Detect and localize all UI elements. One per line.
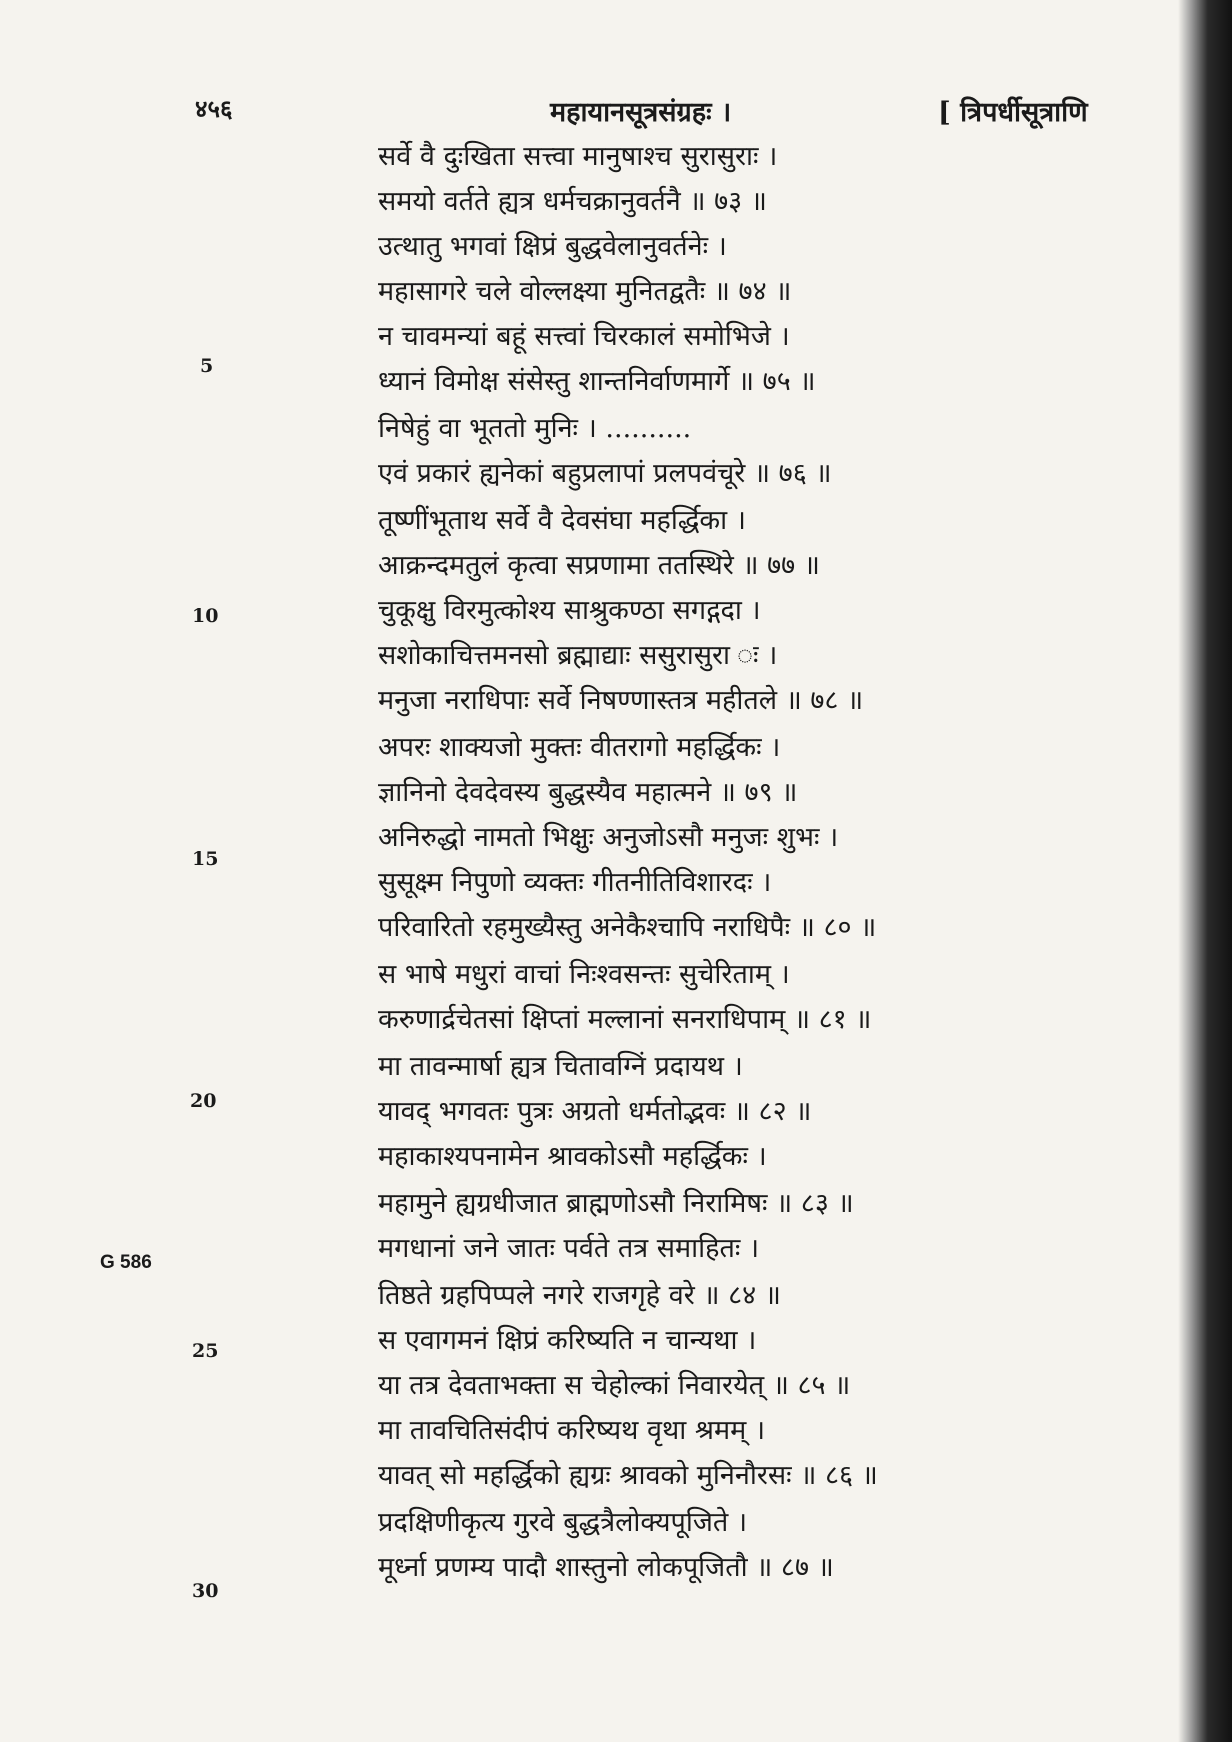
verse-line: मूर्ध्ना प्रणम्य पादौ शास्तुनो लोकपूजितौ ॥ ८७ ॥ xyxy=(378,1552,834,1583)
line-number: 15 xyxy=(192,848,219,870)
verse-line: न चावमन्यां बहूं सत्त्वां चिरकालं समोभिजे । xyxy=(378,321,790,352)
line-number: 10 xyxy=(192,605,219,627)
verse-line: समयो वर्तते ह्यत्र धर्मचक्रानुवर्तनै ॥ ७३ ॥ xyxy=(378,186,767,217)
verse-line: सुसूक्ष्म निपुणो व्यक्तः गीतनीतिविशारदः । xyxy=(378,867,772,898)
verse-line: महासागरे चले वोल्लक्ष्या मुनितद्वतैः ॥ ७४ ॥ xyxy=(378,276,792,307)
page-number: ४५६ xyxy=(195,94,233,123)
verse-line: सशोकाचित्तमनसो ब्रह्माद्याः ससुरासुरा ः । xyxy=(378,640,778,671)
verse-line: अपरः शाक्यजो मुक्तः वीतरागो महर्द्धिकः । xyxy=(378,732,781,763)
verse-line: करुणार्द्रचेतसां क्षिप्तां मल्लानां सनराधिपाम् ॥ ८१ ॥ xyxy=(378,1004,872,1035)
line-number: 5 xyxy=(200,355,214,377)
verse-line: चुकूक्षु विरमुत्कोश्य साश्रुकण्ठा सगद्गदा । xyxy=(378,595,761,626)
verse-line: स एवागमनं क्षिप्रं करिष्यति न चान्यथा । xyxy=(378,1325,757,1356)
verse-line: मगधानां जने जातः पर्वते तत्र समाहितः । xyxy=(378,1233,760,1264)
verse-line: तिष्ठते ग्रहपिप्पले नगरे राजगृहे वरे ॥ ८४ ॥ xyxy=(378,1280,781,1311)
book-binding-shadow xyxy=(1178,0,1232,1742)
verse-line: या तत्र देवताभक्ता स चेहोल्कां निवारयेत् ॥ ८५ ॥ xyxy=(378,1370,851,1401)
verse-line: निषेहुं वा भूततो मुनिः । .......... xyxy=(378,413,692,444)
verse-line: महाकाश्यपनामेन श्रावकोऽसौ महर्द्धिकः । xyxy=(378,1141,767,1172)
page-header xyxy=(0,92,1180,132)
line-number: 30 xyxy=(192,1580,219,1602)
verse-line: स भाषे मधुरां वाचां निःश्वसन्तः सुचेरिताम् । xyxy=(378,959,790,990)
verse-line: मनुजा नराधिपाः सर्वे निषण्णास्तत्र महीतले ॥ ७८ ॥ xyxy=(378,685,864,716)
verse-line: अनिरुद्धो नामतो भिक्षुः अनुजोऽसौ मनुजः शुभः । xyxy=(378,822,839,853)
verse-line: उत्थातु भगवां क्षिप्रं बुद्धवेलानुवर्तनेः । xyxy=(378,231,727,262)
verse-line: आक्रन्दमतुलं कृत्वा सप्रणामा ततस्थिरे ॥ ७७ ॥ xyxy=(378,550,820,581)
verse-line: एवं प्रकारं ह्यनेकां बहुप्रलापां प्रलपवंचूरे ॥ ७६ ॥ xyxy=(378,458,832,489)
verse-line: महामुने ह्यग्रधीजात ब्राह्मणोऽसौ निरामिषः ॥ ८३ ॥ xyxy=(378,1188,854,1219)
verse-line: तूष्णींभूताथ सर्वे वै देवसंघा महर्द्धिका । xyxy=(378,505,746,536)
line-number: 25 xyxy=(192,1340,219,1362)
edition-page-reference: G 586 xyxy=(100,1252,152,1273)
verse-line: यावत् सो महर्द्धिको ह्यग्रः श्रावको मुनिनौरसः ॥ ८६ ॥ xyxy=(378,1460,878,1491)
verse-line: यावद् भगवतः पुत्रः अग्रतो धर्मतोद्भवः ॥ ८२ ॥ xyxy=(378,1096,812,1127)
verse-line: मा तावचितिसंदीपं करिष्यथ वृथा श्रमम् । xyxy=(378,1415,766,1446)
verse-line: परिवारितो रहमुख्यैस्तु अनेकैश्चापि नराधिपैः ॥ ८० ॥ xyxy=(378,912,877,943)
section-title: [ त्रिपर्धीसूत्राणि xyxy=(938,97,1088,128)
verse-line: ज्ञानिनो देवदेवस्य बुद्धस्यैव महात्मने ॥ ७९ ॥ xyxy=(378,777,798,808)
verse-line: सर्वे वै दुःखिता सत्त्वा मानुषाश्च सुरासुराः । xyxy=(378,141,778,172)
line-number: 20 xyxy=(190,1090,217,1112)
running-title: महायानसूत्रसंग्रहः । xyxy=(550,97,732,128)
verse-line: ध्यानं विमोक्ष संसेस्तु शान्तनिर्वाणमार्गे ॥ ७५ ॥ xyxy=(378,366,816,397)
verse-line: मा तावन्मार्षा ह्यत्र चितावग्निं प्रदायथ । xyxy=(378,1051,743,1082)
verse-line: प्रदक्षिणीकृत्य गुरवे बुद्धत्रैलोक्यपूजिते । xyxy=(378,1507,748,1538)
